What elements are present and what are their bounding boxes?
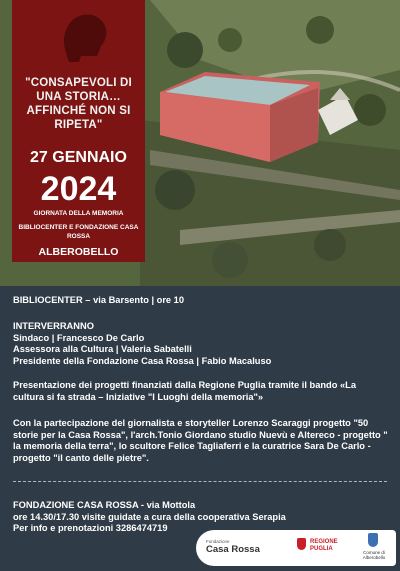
head-silhouette-icon	[51, 6, 115, 66]
afternoon-visits: ore 14.30/17.30 visite guidate a cura della cooperativa Serapia	[13, 511, 286, 522]
title-panel	[12, 0, 145, 262]
section-divider	[13, 481, 387, 482]
casa-rossa-logo	[206, 539, 260, 555]
event-date: 27 GENNAIO	[30, 149, 127, 166]
regione-puglia-logo	[297, 536, 357, 562]
comune-name: Comune di Alberobello	[362, 550, 386, 560]
speaker-line: Presidente della Fondazione Casa Rossa | Fabio Macaluso	[13, 355, 272, 366]
alberobello-crest-icon	[368, 533, 378, 547]
casa-rossa-logo-name: Casa Rossa	[206, 544, 260, 555]
comune-logo	[354, 533, 394, 563]
speaker-line: Assessora alla Cultura | Valeria Sabatelli	[13, 344, 192, 354]
afternoon-venue: FONDAZIONE CASA ROSSA - via Mottola	[13, 500, 196, 510]
venue-line: BIBLIOCENTER – via Barsento | ore 10	[13, 295, 185, 305]
event-name: GIORNATA DELLA MEMORIA	[33, 210, 124, 217]
speaker-line: Sindaco | Francesco De Carlo	[13, 332, 145, 343]
afternoon-contact: Per info e prenotazioni 3286474719	[13, 523, 168, 533]
speakers-heading: INTERVERRANNO	[13, 321, 94, 331]
event-quote: "CONSAPEVOLI DI UNA STORIA… AFFINCHÉ NON SI RIPETA"	[25, 77, 132, 131]
regione-line2: PUGLIA	[310, 546, 333, 552]
projects-text: Presentazione dei progetti finanziati dalla Regione Puglia tramite il bando «La cultura si fa strada – Iniziative "I Luoghi della memoria"»	[13, 380, 357, 402]
sponsor-logos	[196, 530, 396, 566]
casa-rossa-logo-top: Fondazione	[206, 539, 230, 544]
town-name: ALBEROBELLO	[38, 246, 119, 258]
organizers: BIBLIOCENTER E FONDAZIONE CASA ROSSA	[18, 224, 139, 240]
participation-text: Con la partecipazione del giornalista e storyteller Lorenzo Scaraggi progetto "50 storie per la Casa Rossa", l'arch.Tonio Giordano studio Nuevù e Altereco - progetto " la memoria della terra", lo scultore Felice Tagliaferri e la curatrice Sara De Carlo - progetto "il canto delle pietre".	[13, 418, 388, 463]
puglia-shield-icon	[297, 538, 306, 550]
event-year: 2024	[40, 170, 117, 208]
regione-line1: REGIONE	[310, 539, 338, 545]
speakers-block	[13, 321, 271, 367]
